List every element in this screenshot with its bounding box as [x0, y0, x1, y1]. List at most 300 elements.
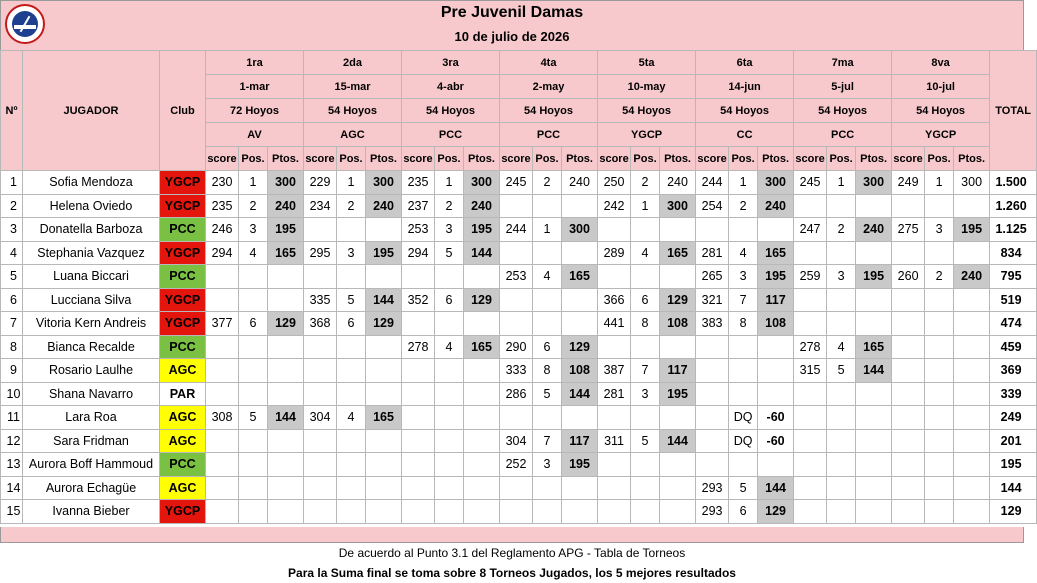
- points-cell: [856, 406, 892, 430]
- position-cell: [239, 453, 268, 477]
- score-cell: [500, 406, 533, 430]
- score-cell: 246: [206, 218, 239, 242]
- points-cell: [268, 382, 304, 406]
- position-cell: [239, 382, 268, 406]
- position-cell: 3: [631, 382, 660, 406]
- table-row: [1, 406, 1037, 430]
- tournament-holes: 54 Hoyos: [304, 99, 402, 123]
- score-cell: [206, 288, 239, 312]
- position-cell: 2: [337, 194, 366, 218]
- score-cell: 289: [598, 241, 631, 265]
- tournament-venue: YGCP: [892, 123, 990, 147]
- total-cell: 195: [990, 453, 1037, 477]
- position-cell: [435, 359, 464, 383]
- score-cell: [304, 218, 337, 242]
- points-cell: 165: [562, 265, 598, 289]
- position-cell: [827, 288, 856, 312]
- position-cell: 5: [435, 241, 464, 265]
- score-cell: [794, 406, 827, 430]
- footer-note-rule: De acuerdo al Punto 3.1 del Reglamento APG - Tabla de Torneos: [338, 546, 686, 560]
- score-cell: 234: [304, 194, 337, 218]
- position-cell: [827, 476, 856, 500]
- score-cell: 311: [598, 429, 631, 453]
- total-cell: 201: [990, 429, 1037, 453]
- row-number: 3: [1, 218, 23, 242]
- page-date: 10 de julio de 2026: [454, 29, 570, 44]
- points-cell: 144: [660, 429, 696, 453]
- score-cell: [598, 406, 631, 430]
- score-cell: [892, 500, 925, 524]
- score-cell: 250: [598, 171, 631, 195]
- score-cell: [206, 359, 239, 383]
- points-cell: [268, 359, 304, 383]
- score-cell: 278: [794, 335, 827, 359]
- score-cell: [794, 312, 827, 336]
- points-cell: [758, 218, 794, 242]
- table-row: [1, 171, 1037, 195]
- score-cell: [304, 265, 337, 289]
- points-cell: [268, 335, 304, 359]
- points-cell: 300: [660, 194, 696, 218]
- club-badge: PCC: [160, 218, 206, 242]
- points-cell: [954, 500, 990, 524]
- header-score: score: [696, 147, 729, 171]
- points-cell: [268, 265, 304, 289]
- header-score: score: [794, 147, 827, 171]
- club-badge: PCC: [160, 453, 206, 477]
- position-cell: [337, 429, 366, 453]
- score-cell: [598, 265, 631, 289]
- tournament-holes: 54 Hoyos: [500, 99, 598, 123]
- position-cell: [239, 476, 268, 500]
- score-cell: [402, 406, 435, 430]
- score-cell: [892, 453, 925, 477]
- player-name: Bianca Recalde: [23, 335, 160, 359]
- score-cell: 229: [304, 171, 337, 195]
- points-cell: [954, 194, 990, 218]
- position-cell: 2: [925, 265, 954, 289]
- table-row: [1, 312, 1037, 336]
- position-cell: [533, 194, 562, 218]
- score-cell: [696, 429, 729, 453]
- header-pts: Ptos.: [758, 147, 794, 171]
- points-cell: [660, 476, 696, 500]
- row-number: 12: [1, 429, 23, 453]
- score-cell: [794, 476, 827, 500]
- points-cell: [954, 406, 990, 430]
- position-cell: 1: [239, 171, 268, 195]
- points-cell: 117: [660, 359, 696, 383]
- points-cell: [758, 453, 794, 477]
- position-cell: 3: [435, 218, 464, 242]
- position-cell: [337, 382, 366, 406]
- position-cell: 2: [729, 194, 758, 218]
- points-cell: 129: [758, 500, 794, 524]
- player-name: Lara Roa: [23, 406, 160, 430]
- points-cell: 129: [464, 288, 500, 312]
- header-pts: Ptos.: [268, 147, 304, 171]
- header-pos: Pos.: [337, 147, 366, 171]
- points-cell: 195: [758, 265, 794, 289]
- position-cell: [631, 335, 660, 359]
- tournament-date: 5-jul: [794, 75, 892, 99]
- points-cell: [366, 476, 402, 500]
- points-cell: [660, 335, 696, 359]
- position-cell: 1: [925, 171, 954, 195]
- points-cell: [660, 265, 696, 289]
- points-cell: 195: [268, 218, 304, 242]
- position-cell: [435, 265, 464, 289]
- table-row: [1, 382, 1037, 406]
- page-title: Pre Juvenil Damas: [440, 4, 584, 21]
- score-cell: 286: [500, 382, 533, 406]
- points-cell: 195: [660, 382, 696, 406]
- points-cell: 300: [464, 171, 500, 195]
- position-cell: [827, 406, 856, 430]
- club-badge: PCC: [160, 265, 206, 289]
- points-cell: 165: [758, 241, 794, 265]
- score-cell: [892, 312, 925, 336]
- player-name: Shana Navarro: [23, 382, 160, 406]
- tournament-ordinal: 6ta: [696, 51, 794, 75]
- points-cell: [954, 312, 990, 336]
- score-cell: [206, 453, 239, 477]
- position-cell: 6: [729, 500, 758, 524]
- club-badge: YGCP: [160, 171, 206, 195]
- position-cell: [827, 382, 856, 406]
- position-cell: [533, 500, 562, 524]
- position-cell: [925, 476, 954, 500]
- score-cell: [892, 335, 925, 359]
- points-cell: 300: [758, 171, 794, 195]
- total-cell: 519: [990, 288, 1037, 312]
- position-cell: [337, 500, 366, 524]
- score-cell: [696, 406, 729, 430]
- table-row: [1, 359, 1037, 383]
- tournament-holes: 54 Hoyos: [598, 99, 696, 123]
- position-cell: [239, 429, 268, 453]
- tournament-holes: 54 Hoyos: [402, 99, 500, 123]
- points-cell: 144: [464, 241, 500, 265]
- header-pts: Ptos.: [660, 147, 696, 171]
- tournament-ordinal: 7ma: [794, 51, 892, 75]
- score-cell: [794, 453, 827, 477]
- position-cell: [631, 453, 660, 477]
- position-cell: 6: [533, 335, 562, 359]
- score-cell: [402, 429, 435, 453]
- position-cell: [925, 312, 954, 336]
- tournament-date: 14-jun: [696, 75, 794, 99]
- points-cell: [562, 288, 598, 312]
- points-cell: [660, 453, 696, 477]
- row-number: 15: [1, 500, 23, 524]
- points-cell: 129: [562, 335, 598, 359]
- header-score: score: [304, 147, 337, 171]
- score-cell: 383: [696, 312, 729, 336]
- points-cell: [954, 335, 990, 359]
- header-pos: Pos.: [631, 147, 660, 171]
- row-number: 11: [1, 406, 23, 430]
- player-name: Lucciana Silva: [23, 288, 160, 312]
- points-cell: 165: [856, 335, 892, 359]
- position-cell: [631, 218, 660, 242]
- points-cell: 108: [660, 312, 696, 336]
- position-cell: 2: [239, 194, 268, 218]
- position-cell: [925, 335, 954, 359]
- score-cell: 259: [794, 265, 827, 289]
- position-cell: [925, 288, 954, 312]
- points-cell: [366, 453, 402, 477]
- position-cell: [827, 429, 856, 453]
- position-cell: 8: [729, 312, 758, 336]
- footer-band: [0, 527, 1024, 543]
- score-cell: 293: [696, 500, 729, 524]
- points-cell: [856, 382, 892, 406]
- tournament-venue: AGC: [304, 123, 402, 147]
- points-cell: [856, 241, 892, 265]
- position-cell: [239, 335, 268, 359]
- score-cell: [206, 500, 239, 524]
- position-cell: [533, 241, 562, 265]
- club-badge: YGCP: [160, 312, 206, 336]
- position-cell: 3: [925, 218, 954, 242]
- row-number: 2: [1, 194, 23, 218]
- header-pts: Ptos.: [562, 147, 598, 171]
- score-cell: [794, 382, 827, 406]
- score-cell: [696, 453, 729, 477]
- total-cell: 1.260: [990, 194, 1037, 218]
- score-cell: [598, 476, 631, 500]
- player-name: Ivanna Bieber: [23, 500, 160, 524]
- position-cell: [729, 335, 758, 359]
- position-cell: 1: [435, 171, 464, 195]
- points-cell: [268, 288, 304, 312]
- points-cell: 108: [562, 359, 598, 383]
- position-cell: [925, 500, 954, 524]
- points-cell: 165: [660, 241, 696, 265]
- row-number: 4: [1, 241, 23, 265]
- points-cell: 240: [562, 171, 598, 195]
- score-cell: [892, 382, 925, 406]
- points-cell: [562, 194, 598, 218]
- position-cell: [239, 288, 268, 312]
- position-cell: 5: [827, 359, 856, 383]
- points-cell: [660, 218, 696, 242]
- points-cell: 117: [758, 288, 794, 312]
- position-cell: 5: [337, 288, 366, 312]
- score-cell: 254: [696, 194, 729, 218]
- score-cell: [794, 429, 827, 453]
- table-row: [1, 335, 1037, 359]
- position-cell: [631, 406, 660, 430]
- header-score: score: [500, 147, 533, 171]
- points-cell: -60: [758, 406, 794, 430]
- table-row: [1, 194, 1037, 218]
- points-cell: [366, 429, 402, 453]
- score-cell: [696, 382, 729, 406]
- position-cell: [925, 194, 954, 218]
- score-cell: 293: [696, 476, 729, 500]
- points-cell: 300: [366, 171, 402, 195]
- row-number: 10: [1, 382, 23, 406]
- header-total: TOTAL: [990, 51, 1037, 171]
- position-cell: [337, 476, 366, 500]
- total-cell: 834: [990, 241, 1037, 265]
- header-pos: Pos.: [435, 147, 464, 171]
- position-cell: 3: [827, 265, 856, 289]
- points-cell: [856, 312, 892, 336]
- points-cell: [268, 429, 304, 453]
- points-cell: 165: [268, 241, 304, 265]
- score-cell: [598, 500, 631, 524]
- position-cell: [435, 429, 464, 453]
- header-pos: Pos.: [729, 147, 758, 171]
- position-cell: [925, 241, 954, 265]
- score-cell: [598, 218, 631, 242]
- position-cell: 1: [827, 171, 856, 195]
- position-cell: [827, 194, 856, 218]
- points-cell: 144: [268, 406, 304, 430]
- position-cell: [435, 312, 464, 336]
- club-badge: YGCP: [160, 241, 206, 265]
- header-pts: Ptos.: [464, 147, 500, 171]
- score-cell: [304, 476, 337, 500]
- score-cell: [892, 288, 925, 312]
- row-number: 8: [1, 335, 23, 359]
- position-cell: 2: [435, 194, 464, 218]
- row-number: 6: [1, 288, 23, 312]
- score-cell: [206, 429, 239, 453]
- score-cell: [696, 359, 729, 383]
- player-name: Rosario Laulhe: [23, 359, 160, 383]
- position-cell: [925, 429, 954, 453]
- position-cell: 8: [631, 312, 660, 336]
- score-cell: [892, 406, 925, 430]
- total-cell: 369: [990, 359, 1037, 383]
- points-cell: [856, 429, 892, 453]
- score-cell: [304, 453, 337, 477]
- row-number: 9: [1, 359, 23, 383]
- tournament-date: 2-may: [500, 75, 598, 99]
- points-cell: [856, 500, 892, 524]
- position-cell: 3: [533, 453, 562, 477]
- score-cell: 368: [304, 312, 337, 336]
- table-row: [1, 500, 1037, 524]
- points-cell: [660, 406, 696, 430]
- position-cell: [337, 218, 366, 242]
- points-cell: [464, 359, 500, 383]
- header-score: score: [402, 147, 435, 171]
- header-number: Nº: [1, 51, 23, 171]
- position-cell: 1: [729, 171, 758, 195]
- score-cell: [794, 241, 827, 265]
- club-badge: AGC: [160, 429, 206, 453]
- position-cell: 4: [239, 241, 268, 265]
- score-cell: [598, 453, 631, 477]
- score-cell: [794, 194, 827, 218]
- points-cell: [366, 500, 402, 524]
- player-name: Sofia Mendoza: [23, 171, 160, 195]
- points-cell: [464, 500, 500, 524]
- position-cell: [239, 265, 268, 289]
- score-cell: 294: [402, 241, 435, 265]
- position-cell: [827, 312, 856, 336]
- score-cell: 260: [892, 265, 925, 289]
- position-cell: [533, 476, 562, 500]
- score-cell: [500, 241, 533, 265]
- points-cell: 144: [758, 476, 794, 500]
- header-player: JUGADOR: [23, 51, 160, 171]
- position-cell: 5: [631, 429, 660, 453]
- points-cell: [954, 359, 990, 383]
- points-cell: 195: [954, 218, 990, 242]
- score-cell: [304, 500, 337, 524]
- points-cell: [758, 335, 794, 359]
- total-cell: 474: [990, 312, 1037, 336]
- score-cell: 441: [598, 312, 631, 336]
- table-row: [1, 265, 1037, 289]
- points-cell: [856, 288, 892, 312]
- score-cell: [892, 194, 925, 218]
- club-badge: AGC: [160, 359, 206, 383]
- score-cell: 249: [892, 171, 925, 195]
- position-cell: 4: [435, 335, 464, 359]
- points-cell: [562, 241, 598, 265]
- player-name: Sara Fridman: [23, 429, 160, 453]
- score-cell: 294: [206, 241, 239, 265]
- player-name: Luana Biccari: [23, 265, 160, 289]
- score-cell: [304, 359, 337, 383]
- points-cell: 240: [856, 218, 892, 242]
- points-cell: [464, 476, 500, 500]
- row-number: 1: [1, 171, 23, 195]
- score-cell: 333: [500, 359, 533, 383]
- points-cell: 144: [366, 288, 402, 312]
- position-cell: 2: [827, 218, 856, 242]
- score-cell: [402, 476, 435, 500]
- score-cell: 237: [402, 194, 435, 218]
- score-cell: 295: [304, 241, 337, 265]
- score-cell: [892, 359, 925, 383]
- position-cell: DQ: [729, 429, 758, 453]
- player-name: Aurora Echagüe: [23, 476, 160, 500]
- position-cell: [925, 359, 954, 383]
- score-cell: 366: [598, 288, 631, 312]
- score-cell: [500, 288, 533, 312]
- position-cell: [337, 359, 366, 383]
- score-cell: 281: [696, 241, 729, 265]
- table-row: [1, 476, 1037, 500]
- points-cell: [856, 453, 892, 477]
- points-cell: [954, 288, 990, 312]
- points-cell: 300: [562, 218, 598, 242]
- points-cell: 108: [758, 312, 794, 336]
- tournament-date: 10-may: [598, 75, 696, 99]
- score-cell: 253: [402, 218, 435, 242]
- tournament-ordinal: 2da: [304, 51, 402, 75]
- score-cell: 278: [402, 335, 435, 359]
- score-cell: 235: [402, 171, 435, 195]
- tournament-ordinal: 1ra: [206, 51, 304, 75]
- points-cell: [758, 359, 794, 383]
- score-cell: [500, 312, 533, 336]
- tournament-holes: 54 Hoyos: [892, 99, 990, 123]
- score-cell: 244: [500, 218, 533, 242]
- points-cell: [660, 500, 696, 524]
- points-cell: [954, 429, 990, 453]
- tournament-holes: 54 Hoyos: [696, 99, 794, 123]
- position-cell: DQ: [729, 406, 758, 430]
